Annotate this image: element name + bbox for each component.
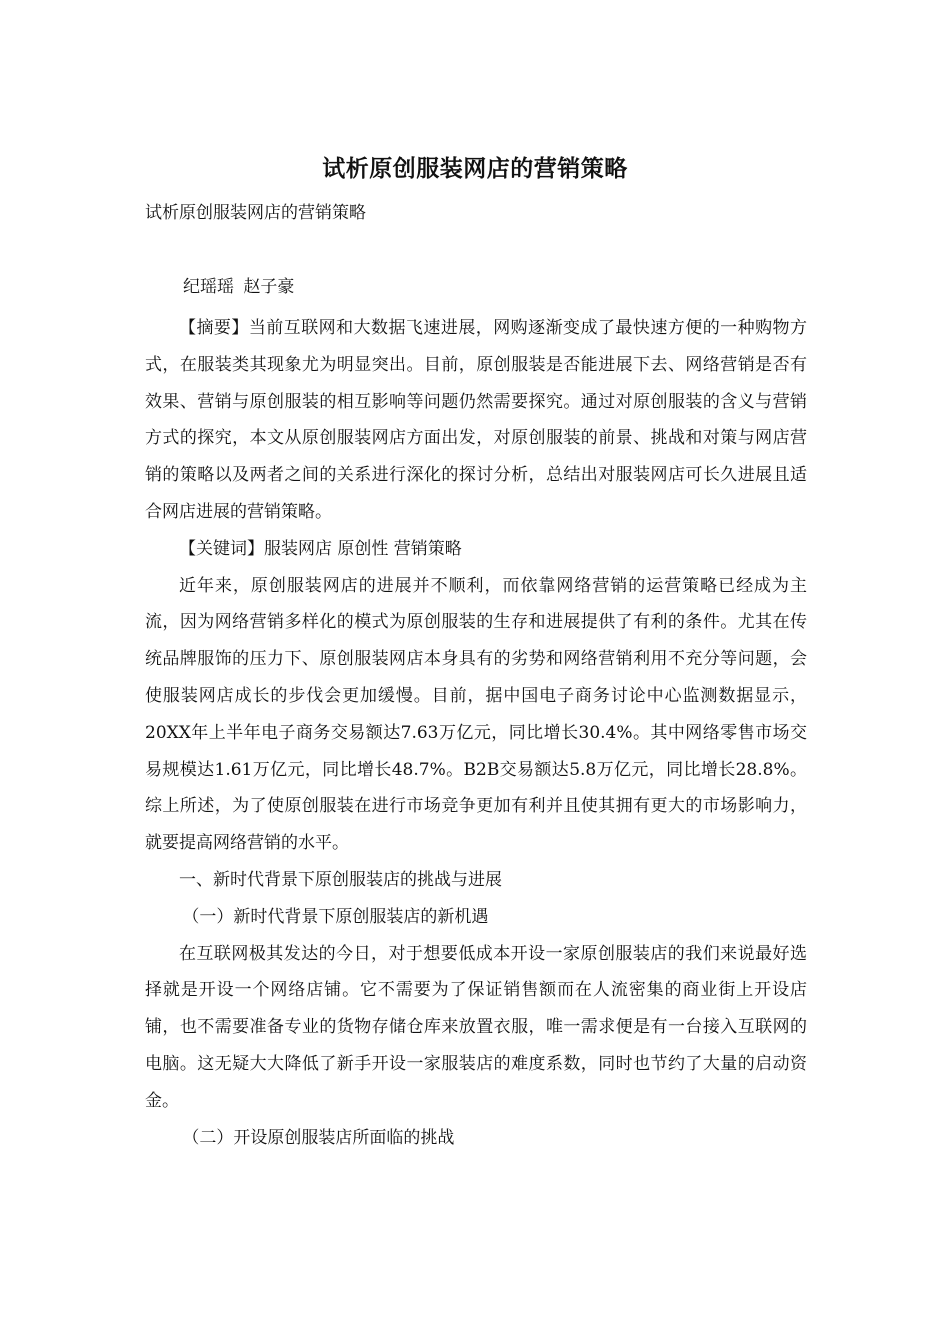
document-title: 试析原创服装网店的营销策略 (322, 155, 628, 182)
keywords-paragraph: 【关键词】服装网店 原创性 营销策略 (179, 538, 462, 559)
abstract-paragraph: 【摘要】当前互联网和大数据飞速进展，网购逐渐变成了最快速方便的一种购物方式，在服装类其现象尤为明显突出。目前，原创服装是否能进展下去、网络营销是否有效果、营销与原创服装的相互影响等问题仍然需要探究。通过对原创服装的含义与营销方式的探究，本文从原创服装网店方面出发，对原创服装的前景、挑战和对策与网店营销的策略以及两者之间的关系进行深化的探讨分析，总结出对服装网店可长久进展且适合网店进展的营销策略。 (145, 318, 807, 522)
subsection-1-paragraph: 在互联网极其发达的今日，对于想要低成本开设一家原创服装店的我们来说最好选择就是开设一个网络店铺。它不需要为了保证销售额而在人流密集的商业街上开设店铺，也不需要准备专业的货物存储仓库来放置衣服，唯一需求便是有一台接入互联网的电脑。这无疑大大降低了新手开设一家服装店的难度系数，同时也节约了大量的启动资金。 (145, 943, 807, 1111)
document-subtitle: 试析原创服装网店的营销策略 (145, 203, 366, 223)
document-body (145, 310, 807, 1156)
section-heading-1: 一、新时代背景下原创服装店的挑战与进展 (179, 869, 502, 890)
subsection-heading-1: （一）新时代背景下原创服装店的新机遇 (182, 906, 489, 927)
document-authors: 纪瑶瑶 赵子豪 (183, 277, 295, 297)
intro-paragraph: 近年来，原创服装网店的进展并不顺利，而依靠网络营销的运营策略已经成为主流，因为网络营销多样化的模式为原创服装的生存和进展提供了有利的条件。尤其在传统品牌服饰的压力下、原创服装网店本身具有的劣势和网络营销利用不充分等问题，会使服装网店成长的步伐会更加缓慢。目前，据中国电子商务讨论中心监测数据显示，20XX年上半年电子商务交易额达7.63万亿元，同比增长30.4%。其中网络零售市场交易规模达1.61万亿元，同比增长48.7%。B2B交易额达5.8万亿元，同比增长28.8%。综上所述，为了使原创服装在进行市场竞争更加有利并且使其拥有更大的市场影响力，就要提高网络营销的水平。 (145, 575, 807, 854)
subsection-heading-2: （二）开设原创服装店所面临的挑战 (182, 1127, 455, 1148)
